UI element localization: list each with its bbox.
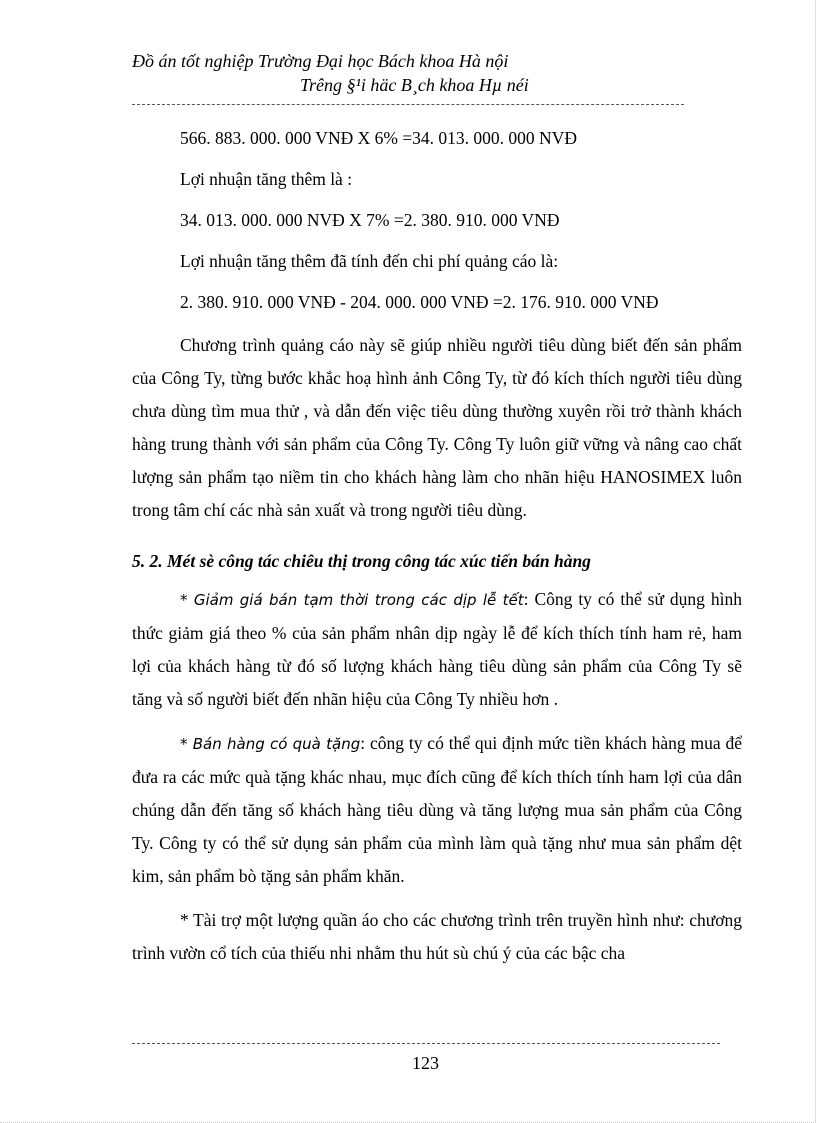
item-text: : Công ty có thể sử dụng hình thức giảm giá theo % của sản phẩm nhân dịp ngày lễ để kích thích tính ham rẻ, ham lợi của khách hàng từ đó số lượng khách hàng tiêu dùng sản phẩm của Công Ty sẽ tăng và số người biết đến nhãn hiệu của Công Ty nhiều hơn . [132,589,742,709]
calc-line: 34. 013. 000. 000 NVĐ X 7% =2. 380. 910. 000 VNĐ [180,210,560,230]
footer-divider [132,1043,720,1044]
section-heading: 5. 2. Mét sè công tác chiêu thị trong công tác xúc tiến bán hàng [132,551,591,571]
calc-line: 2. 380. 910. 000 VNĐ - 204. 000. 000 VNĐ =2. 176. 910. 000 VNĐ [180,292,659,312]
header-title-legacy-encoding: Trêng §¹i häc B¸ch khoa Hµ néi [300,75,529,95]
item-lead: * Giảm giá bán tạm thời trong các dịp lễ tết [180,591,524,609]
item-lead: * Bán hàng có quà tặng [180,735,361,753]
document-body [132,124,742,981]
paragraph-advertising-program: Chương trình quảng cáo này sẽ giúp nhiều người tiêu dùng biết đến sản phẩm của Công Ty, từng bước khắc hoạ hình ảnh Công Ty, từ đó kích thích người tiêu dùng chưa dùng tìm mua thử , và dẫn đến việc tiêu dùng thường xuyên rồi trở thành khách hàng trung thành với sản phẩm của Công Ty. Công Ty luôn giữ vững và nâng cao chất lượng sản phẩm tạo niềm tin cho khách hàng làm cho nhãn hiệu HANOSIMEX luôn trong tâm chí các nhà sản xuất và trong người tiêu dùng. [132,335,742,520]
paragraph-discount [132,583,742,716]
calc-line: 566. 883. 000. 000 VNĐ X 6% =34. 013. 000. 000 NVĐ [180,128,577,148]
paragraph-gift-sales [132,727,742,893]
calc-line: Lợi nhuận tăng thêm đã tính đến chi phí quảng cáo là: [180,251,559,271]
header-divider [132,104,684,105]
calc-line: Lợi nhuận tăng thêm là : [180,169,353,189]
item-text: : công ty có thể qui định mức tiền khách hàng mua để đưa ra các mức quà tặng khác nhau, mục đích cũng để kích thích tính ham lợi của dân chúng dẫn đến tăng số khách hàng tiêu dùng và tăng lượng mua sản phẩm của Công Ty. Công ty có thể sử dụng sản phẩm của mình làm quà tặng như mua sản phẩm dệt kim, sản phẩm bò tặng sản phẩm khăn. [132,733,742,886]
header-title: Đồ án tốt nghiệp Trường Đại học Bách khoa Hà nội [132,51,509,71]
paragraph-sponsorship: * Tài trợ một lượng quần áo cho các chương trình trên truyền hình như: chương trình vườn cổ tích của thiếu nhi nhằm thu hút sù chú ý của các bậc cha [132,910,742,963]
page-number: 123 [412,1053,439,1073]
